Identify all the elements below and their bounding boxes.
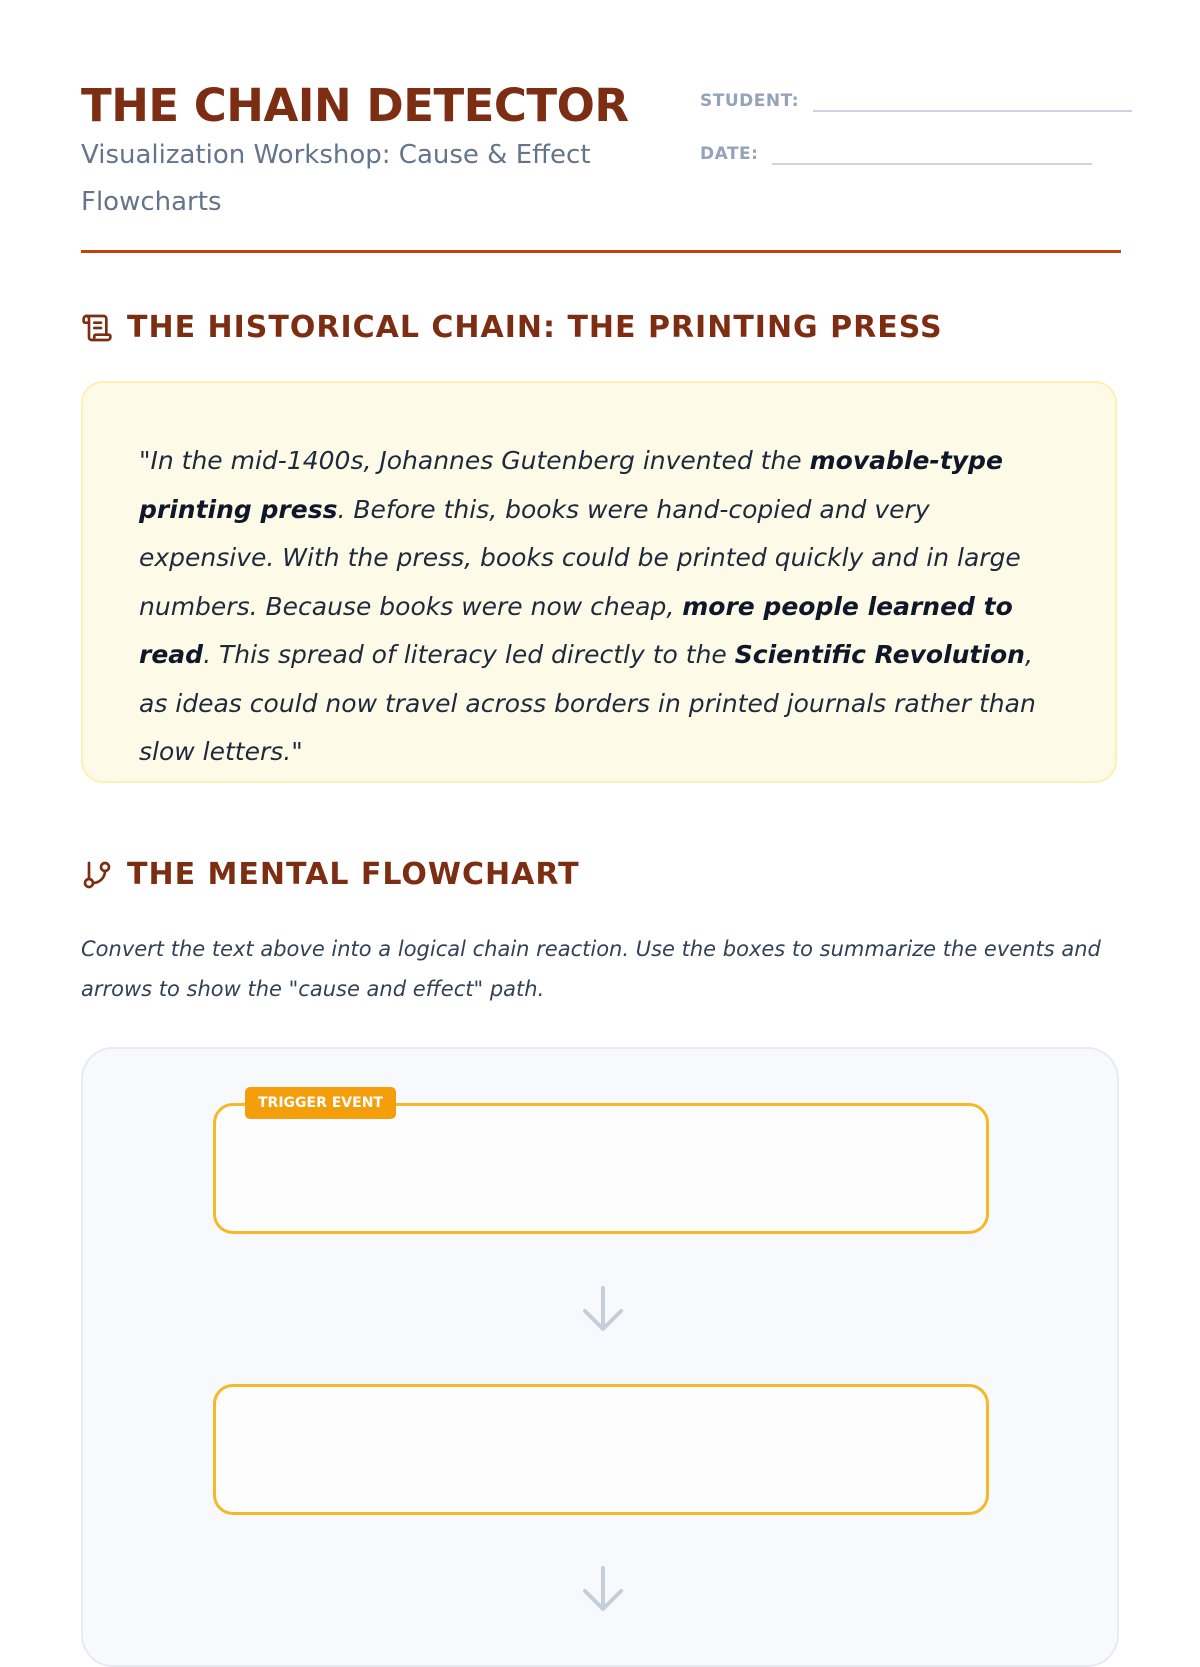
passage-segment: , as ideas could now travel across borders in printed journals rather than slow letters." [139, 640, 1036, 766]
flowchart-instructions: Convert the text above into a logical chain reaction. Use the boxes to summarize the events and arrows to show the "cause and effect" path. [81, 937, 1101, 1001]
header [81, 0, 1121, 254]
flowchart-box-trigger[interactable] [213, 1095, 989, 1234]
student-field [700, 88, 1132, 112]
trigger-event-badge: TRIGGER EVENT [245, 1087, 396, 1119]
page-title: THE CHAIN DETECTOR [81, 79, 629, 132]
scroll-icon [81, 312, 113, 344]
page-subtitle: Visualization Workshop: Cause & Effect Flowcharts [81, 140, 591, 217]
header-divider [81, 250, 1121, 253]
passage-highlight: Scientific Revolution [734, 640, 1025, 669]
date-input-line[interactable] [772, 141, 1092, 165]
flowchart-heading-text: THE MENTAL FLOWCHART [127, 857, 580, 892]
arrow-down-icon [579, 1284, 627, 1334]
student-input-line[interactable] [813, 88, 1132, 112]
history-section-heading [81, 310, 943, 345]
student-label: STUDENT: [700, 91, 800, 111]
history-heading-text: THE HISTORICAL CHAIN: THE PRINTING PRESS [127, 310, 943, 345]
passage-text [139, 437, 1069, 777]
passage-box [81, 381, 1117, 783]
date-label: DATE: [700, 144, 759, 164]
flowchart-box-2[interactable] [213, 1384, 989, 1515]
flowchart-section-heading [81, 857, 580, 892]
date-field [700, 141, 1092, 165]
passage-segment: "In the mid-1400s, Johannes Gutenberg invented the [139, 446, 810, 475]
worksheet-page [81, 0, 1121, 1111]
arrow-down-icon [579, 1564, 627, 1614]
git-branch-icon [81, 859, 113, 891]
passage-highlight: more people learned to read [139, 591, 1013, 669]
flowchart-panel [81, 1047, 1119, 1667]
passage-segment: . This spread of literacy led directly to the [203, 640, 735, 669]
passage-highlight: movable-type printing press [139, 446, 1003, 524]
passage-segment: . Before this, books were hand-copied and very expensive. With the press, books could be printed quickly and in large numbers. Because books were now cheap, [139, 494, 1021, 621]
